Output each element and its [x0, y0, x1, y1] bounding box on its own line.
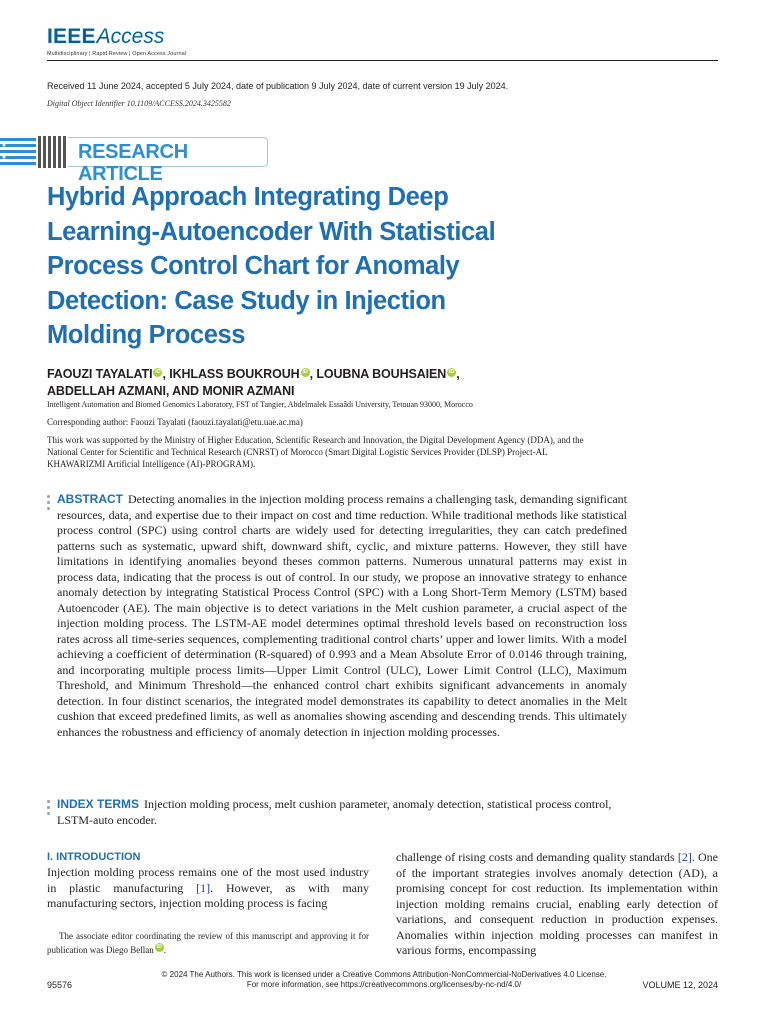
footnote-text: The associate editor coordinating the review of this manuscript and approving it for publication was Diego Bellan [47, 931, 370, 955]
received-dates: Received 11 June 2024, accepted 5 July 2024, date of publication 9 July 2024, date of current version 19 July 2024. [47, 81, 509, 91]
intro-left-column [47, 850, 369, 912]
page-number: 95576 [47, 980, 73, 990]
orcid-icon[interactable]: iD [449, 369, 455, 375]
section-heading: I. INTRODUCTION [47, 851, 141, 863]
affiliation: Intelligent Automation and Biomed Genomics Laboratory, FST of Tangier, Abdelmalek Essaâdi University, Tetouan 93000, Morocco [47, 400, 473, 409]
index-terms-text: Injection molding process, melt cushion parameter, anomaly detection, statistical process control, LSTM-auto encoder. [57, 797, 612, 827]
orcid-icon[interactable]: iD [302, 369, 308, 375]
paragraph-text: challenge of rising costs and demanding quality standards [396, 850, 678, 864]
header-divider [47, 60, 718, 61]
abstract-text: Detecting anomalies in the injection molding process remains a challenging task, demanding significant resources, data, and expertise due to their impact on cost and time reduction. While traditional methods like statistical process control (SPC) using control charts are widely used for detecting irregularities, they can catch predefined patterns such as systematic, upward shift, downward shift, cyclic, and mixture patterns. However, they still have limitations in identifying anomalies beyond theses common patterns. Numerous unnatural patterns may exist in process data, indicating that the process is out of control. In our study, we propose an innovative strategy to enhance anomaly detection by integrating Statistical Process Control (SPC) with a Long Short-Term Memory (LSTM) based Autoencoder (AE). The main objective is to detect variations in the Melt cushion parameter, a crucial aspect of the injection molding process. The LSTM-AE model determines optimal threshold levels based on reconstruction loss rates across all time-series sequences, complementing traditional control charts’ upper and lower limits. With a model achieving a coefficient of determination (R-squared) of 0.993 and a Mean Absolute Error of 0.0146 through training, and incorporating multiple process limits—Upper Limit Control (ULC), Lower Limit Control (LLC), Maximum Threshold, and Minimum Threshold—the enhanced control chart exhibits significant advancements in anomaly detection. In four distinct scenarios, the integrated model demonstrates its capability to detect anomalies in the Melt cushion that exceed predefined limits, as well as anomalies showing ascending and descending trends. This ultimately enhances the robustness and efficiency of anomaly detection in injection molding processes. [57, 492, 627, 739]
abstract-label: ABSTRACT [57, 492, 123, 506]
intro-paragraph [396, 850, 718, 959]
ribbon-stripes-icon [0, 132, 68, 172]
intro-paragraph [47, 865, 369, 912]
orcid-icon[interactable]: iD [156, 944, 162, 950]
author-name[interactable]: MONIR AZMANI [202, 384, 295, 398]
abstract [57, 492, 627, 740]
index-terms-dots-icon [47, 800, 50, 818]
index-terms-label: INDEX TERMS [57, 797, 140, 811]
author-name[interactable]: ABDELLAH AZMANI [47, 384, 166, 398]
logo-brand: IEEE [47, 25, 96, 48]
paper-title: Hybrid Approach Integrating Deep Learning-Autoencoder With Statistical Process Control Chart for Anomaly Detection: Case Study in Injection Molding Process [47, 183, 496, 349]
doi[interactable]: Digital Object Identifier 10.1109/ACCESS.2024.3425582 [47, 99, 231, 108]
paragraph-text: . However, as with many manufacturing sectors, injection molding process is facing [47, 880, 369, 910]
author-name[interactable]: LOUBNA BOUHSAIEN [316, 367, 447, 381]
citation-link[interactable]: [1] [196, 880, 211, 895]
article-type-ribbon [0, 132, 268, 185]
article-type: RESEARCH ARTICLE [78, 141, 188, 185]
journal-logo [47, 26, 186, 57]
intro-right-column [396, 850, 718, 959]
license-url[interactable]: For more information, see https://creativecommons.org/licenses/by-nc-nd/4.0/ [246, 980, 522, 989]
author-list: FAOUZI TAYALATI iD , IKHLASS BOUKROUH iD , LOUBNA BOUHSAIEN iD , ABDELLAH AZMANI, AND MONIR AZMANI [47, 367, 460, 398]
license-text: © 2024 The Authors. This work is licensed under a Creative Commons Attribution-NonCommercial-NoDerivatives 4.0 License. [161, 970, 607, 979]
author-conjunction: AND [172, 384, 199, 398]
funding-statement: This work was supported by the Ministry of Higher Education, Scientific Research and Innovation, the Digital Development Agency (DDA), and the National Center for Scientific and Technical Research (CNRST) of Morocco (Smart Digital Logistic Services Provider (DLSP) Project-AL KHAWARIZMI Artificial Intelligence (AI)-PROGRAM). [47, 435, 584, 470]
author-name[interactable]: FAOUZI TAYALATI [47, 367, 153, 381]
logo-journal-name: Access [96, 25, 165, 48]
orcid-icon[interactable]: iD [155, 369, 161, 375]
abstract-dots-icon [47, 495, 50, 513]
volume-label: VOLUME 12, 2024 [642, 980, 718, 990]
citation-link[interactable]: [2] [677, 850, 692, 864]
paragraph-text: . One of the important strategies involves anomaly detection (AD), a promising concept for cost reduction. Its implementation within injection molding remains crucial, enabling early detection of variations, and consequent reduction in production expenses. Anomalies within injection molding processes can manifest in various forms, encompassing [396, 850, 718, 957]
logo-tagline: Multidisciplinary | Rapid Review | Open Access Journal [47, 51, 187, 57]
editor-footnote: The associate editor coordinating the review of this manuscript and approving it for publication was Diego Bellan iD . [47, 931, 370, 955]
paragraph-text: Injection molding process remains one of the most used industry in plastic manufacturing [47, 865, 369, 895]
corresponding-author: Corresponding author: Faouzi Tayalati (faouzi.tayalati@etu.uae.ac.ma) [47, 417, 303, 427]
author-name[interactable]: IKHLASS BOUKROUH [169, 367, 300, 381]
index-terms [57, 797, 627, 828]
